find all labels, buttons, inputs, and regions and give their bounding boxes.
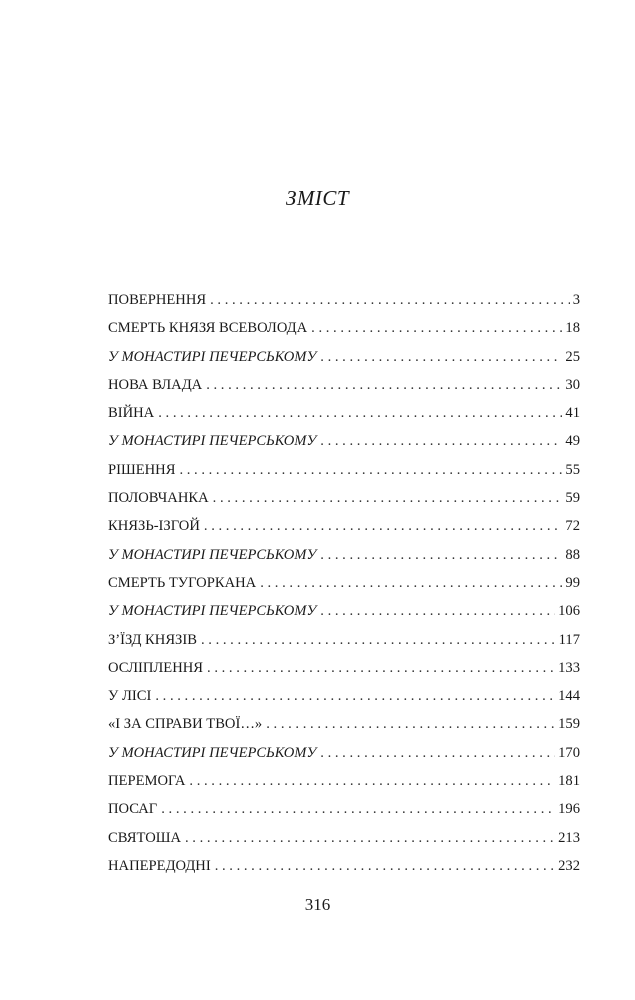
toc-entry <box>108 688 580 716</box>
toc-entry-label: ПОЛОВЧАНКА <box>108 490 209 507</box>
dot-leader <box>206 377 562 394</box>
toc-entry-page: 232 <box>558 857 580 874</box>
toc-entry-label: У МОНАСТИРІ ПЕЧЕРСЬКОМУ <box>108 546 317 563</box>
toc-entry-page: 213 <box>558 829 580 846</box>
toc-entry-label: РІШЕННЯ <box>108 461 176 478</box>
toc-entry-label: НОВА ВЛАДА <box>108 376 203 393</box>
dot-leader <box>155 688 555 705</box>
toc-entry-page: 181 <box>558 773 580 790</box>
toc-entry-page: 196 <box>558 801 580 818</box>
toc-entry <box>108 518 580 546</box>
toc-entry-page: 106 <box>558 603 580 620</box>
toc-entry <box>108 603 580 631</box>
toc-entry-page: 55 <box>565 461 580 478</box>
toc-entry-page: 3 <box>572 292 580 308</box>
dot-leader <box>161 801 555 818</box>
toc-entry <box>108 830 580 858</box>
toc-entry-page: 159 <box>558 716 580 733</box>
toc-entry-page: 170 <box>558 744 580 761</box>
dot-leader <box>320 433 562 450</box>
toc-entry-page: 72 <box>565 518 580 535</box>
table-of-contents <box>108 292 580 886</box>
toc-entry <box>108 433 580 461</box>
toc-entry-label: НАПЕРЕДОДНІ <box>108 857 211 874</box>
toc-entry-page: 30 <box>565 376 580 393</box>
toc-entry-label: У МОНАСТИРІ ПЕЧЕРСЬКОМУ <box>108 348 317 365</box>
toc-entry <box>108 490 580 518</box>
toc-entry-page: 133 <box>558 659 580 676</box>
toc-entry <box>108 292 580 320</box>
toc-entry <box>108 660 580 688</box>
toc-entry-label: СВЯТОША <box>108 829 181 846</box>
toc-entry-page: 49 <box>565 433 580 450</box>
toc-entry <box>108 773 580 801</box>
dot-leader <box>201 632 556 649</box>
toc-entry-label: ПОВЕРНЕННЯ <box>108 292 207 308</box>
toc-entry-label: У ЛІСІ <box>108 688 152 705</box>
toc-entry-page: 59 <box>565 490 580 507</box>
toc-entry <box>108 801 580 829</box>
toc-entry-label: СМЕРТЬ КНЯЗЯ ВСЕВОЛОДА <box>108 320 308 337</box>
toc-entry-label: У МОНАСТИРІ ПЕЧЕРСЬКОМУ <box>108 744 317 761</box>
dot-leader <box>320 547 562 564</box>
dot-leader <box>320 603 555 620</box>
dot-leader <box>266 716 555 733</box>
toc-entry-label: У МОНАСТИРІ ПЕЧЕРСЬКОМУ <box>108 433 317 450</box>
toc-entry <box>108 575 580 603</box>
toc-entry <box>108 405 580 433</box>
toc-entry-page: 18 <box>565 320 580 337</box>
dot-leader <box>210 292 570 309</box>
dot-leader <box>179 462 562 479</box>
toc-entry-page: 117 <box>558 631 580 648</box>
toc-entry-label: СМЕРТЬ ТУГОРКАНА <box>108 574 257 591</box>
toc-entry <box>108 632 580 660</box>
toc-entry-page: 144 <box>558 688 580 705</box>
dot-leader <box>158 405 562 422</box>
dot-leader <box>320 349 562 366</box>
dot-leader <box>207 660 555 677</box>
toc-entry-page: 88 <box>565 546 580 563</box>
toc-entry <box>108 858 580 886</box>
dot-leader <box>260 575 562 592</box>
toc-entry-page: 25 <box>565 348 580 365</box>
toc-entry-label: ВІЙНА <box>108 405 155 422</box>
page-number: 316 <box>304 895 331 914</box>
toc-entry-label: КНЯЗЬ-ІЗГОЙ <box>108 518 200 535</box>
dot-leader <box>213 490 563 507</box>
toc-entry-label: ПОСАГ <box>108 801 158 818</box>
toc-entry <box>108 462 580 490</box>
dot-leader <box>311 320 562 337</box>
dot-leader <box>189 773 555 790</box>
toc-entry <box>108 320 580 348</box>
toc-entry-label: ОСЛІПЛЕННЯ <box>108 659 204 676</box>
dot-leader <box>204 518 563 535</box>
toc-entry-page: 99 <box>565 574 580 591</box>
toc-entry-label: У МОНАСТИРІ ПЕЧЕРСЬКОМУ <box>108 603 317 620</box>
dot-leader <box>215 858 555 875</box>
toc-entry-page: 41 <box>565 405 580 422</box>
toc-entry <box>108 745 580 773</box>
toc-entry <box>108 547 580 575</box>
dot-leader <box>320 745 555 762</box>
toc-entry-label: «І ЗА СПРАВИ ТВОЇ…» <box>108 716 263 733</box>
toc-entry <box>108 716 580 744</box>
toc-entry-label: ПЕРЕМОГА <box>108 773 186 790</box>
dot-leader <box>185 830 555 847</box>
toc-entry-label: З’ЇЗД КНЯЗІВ <box>108 631 197 648</box>
toc-entry <box>108 377 580 405</box>
toc-entry <box>108 349 580 377</box>
toc-title: ЗМІСТ <box>285 186 350 210</box>
